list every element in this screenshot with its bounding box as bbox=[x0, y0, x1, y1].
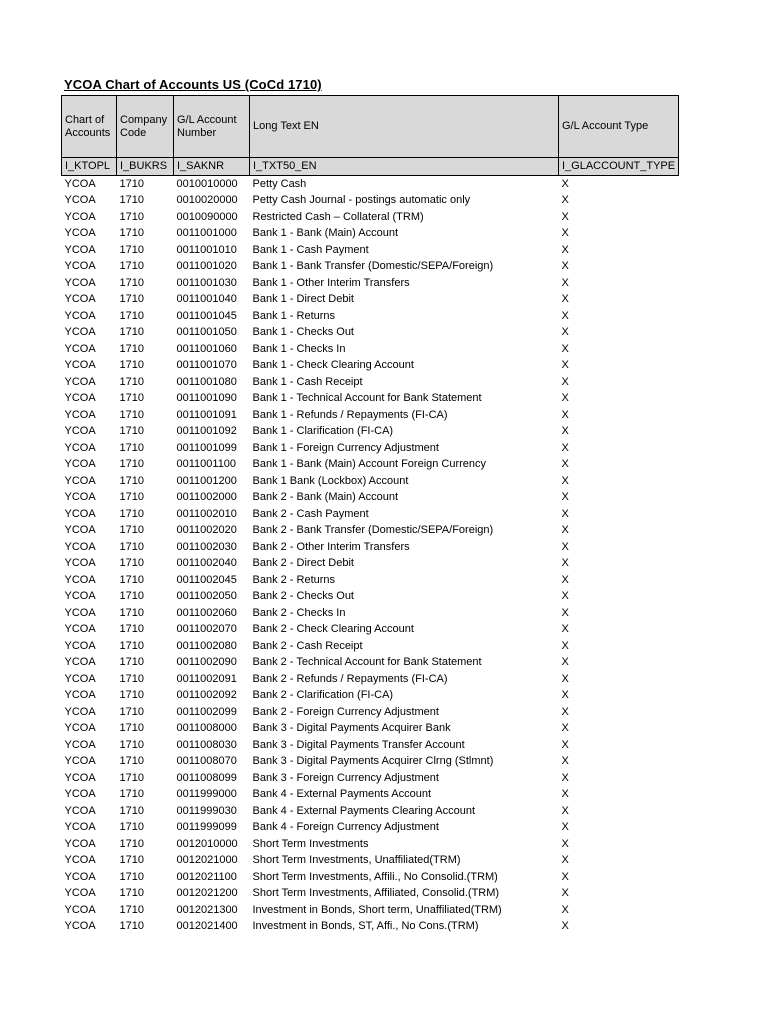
cell-chart: YCOA bbox=[64, 788, 96, 801]
cell-company-code: 1710 bbox=[119, 227, 144, 240]
cell-account-number: 0011001010 bbox=[176, 243, 237, 256]
cell-account-number: 0011001091 bbox=[176, 408, 237, 421]
cell-account-type: X bbox=[561, 359, 569, 372]
table-row bbox=[62, 770, 679, 787]
cell-company-code: 1710 bbox=[119, 309, 144, 322]
cell-account-number: 0011002030 bbox=[176, 540, 237, 553]
cell-company-code: 1710 bbox=[119, 689, 144, 702]
table-row bbox=[62, 341, 679, 358]
header-chart-of-accounts: Chart of Accounts bbox=[62, 96, 117, 158]
cell-account-type: X bbox=[561, 672, 569, 685]
cell-long-text: Bank 1 Bank (Lockbox) Account bbox=[252, 474, 409, 487]
cell-company-code: 1710 bbox=[119, 854, 144, 867]
cell-account-type: X bbox=[561, 837, 569, 850]
table-row bbox=[62, 539, 679, 556]
cell-account-type: X bbox=[561, 441, 569, 454]
cell-long-text: Bank 4 - External Payments Clearing Account bbox=[252, 804, 476, 817]
table-row bbox=[62, 572, 679, 589]
cell-long-text: Bank 2 - Cash Payment bbox=[252, 507, 369, 520]
cell-chart: YCOA bbox=[64, 309, 96, 322]
cell-account-type: X bbox=[561, 705, 569, 718]
cell-company-code: 1710 bbox=[119, 738, 144, 751]
cell-account-number: 0011002010 bbox=[176, 507, 237, 520]
cell-company-code: 1710 bbox=[119, 722, 144, 735]
table-row bbox=[62, 473, 679, 490]
cell-account-number: 0011008000 bbox=[176, 722, 237, 735]
cell-account-number: 0011001090 bbox=[176, 392, 237, 405]
cell-long-text: Bank 3 - Foreign Currency Adjustment bbox=[252, 771, 439, 784]
cell-long-text: Bank 1 - Direct Debit bbox=[252, 293, 354, 306]
cell-account-number: 0011002045 bbox=[176, 573, 237, 586]
cell-long-text: Bank 1 - Bank Transfer (Domestic/SEPA/Foreign) bbox=[252, 260, 494, 273]
cell-chart: YCOA bbox=[64, 408, 96, 421]
accounts-table bbox=[61, 95, 679, 935]
table-row bbox=[62, 638, 679, 655]
table-row bbox=[62, 358, 679, 375]
cell-chart: YCOA bbox=[64, 887, 96, 900]
cell-account-type: X bbox=[561, 375, 569, 388]
cell-chart: YCOA bbox=[64, 722, 96, 735]
cell-long-text: Restricted Cash – Collateral (TRM) bbox=[252, 210, 424, 223]
cell-account-number: 0011001060 bbox=[176, 342, 237, 355]
table-row bbox=[62, 457, 679, 474]
table-row bbox=[62, 737, 679, 754]
cell-long-text: Bank 1 - Check Clearing Account bbox=[252, 359, 414, 372]
cell-chart: YCOA bbox=[64, 474, 96, 487]
cell-account-type: X bbox=[561, 474, 569, 487]
cell-account-type: X bbox=[561, 342, 569, 355]
cell-account-number: 0011001030 bbox=[176, 276, 237, 289]
table-row bbox=[62, 556, 679, 573]
cell-account-number: 0011002092 bbox=[176, 689, 237, 702]
table-row bbox=[62, 259, 679, 276]
cell-account-type: X bbox=[561, 210, 569, 223]
cell-chart: YCOA bbox=[64, 342, 96, 355]
cell-company-code: 1710 bbox=[119, 458, 144, 471]
table-row bbox=[62, 391, 679, 408]
cell-account-number: 0011002000 bbox=[176, 491, 237, 504]
cell-chart: YCOA bbox=[64, 243, 96, 256]
cell-account-type: X bbox=[561, 870, 569, 883]
table-row bbox=[62, 226, 679, 243]
cell-chart: YCOA bbox=[64, 854, 96, 867]
table-row bbox=[62, 176, 679, 193]
cell-company-code: 1710 bbox=[119, 870, 144, 883]
cell-chart: YCOA bbox=[64, 755, 96, 768]
cell-company-code: 1710 bbox=[119, 359, 144, 372]
cell-chart: YCOA bbox=[64, 738, 96, 751]
cell-chart: YCOA bbox=[64, 573, 96, 586]
cell-company-code: 1710 bbox=[119, 408, 144, 421]
table-row bbox=[62, 836, 679, 853]
cell-company-code: 1710 bbox=[119, 557, 144, 570]
table-row bbox=[62, 919, 679, 936]
cell-company-code: 1710 bbox=[119, 276, 144, 289]
cell-long-text: Bank 2 - Check Clearing Account bbox=[252, 623, 414, 636]
cell-long-text: Bank 1 - Technical Account for Bank Statement bbox=[252, 392, 482, 405]
cell-account-number: 0011002070 bbox=[176, 623, 237, 636]
cell-account-type: X bbox=[561, 177, 569, 190]
cell-chart: YCOA bbox=[64, 260, 96, 273]
table-row bbox=[62, 424, 679, 441]
cell-company-code: 1710 bbox=[119, 804, 144, 817]
tech-header-saknr: I_SAKNR bbox=[174, 158, 250, 176]
cell-company-code: 1710 bbox=[119, 590, 144, 603]
cell-account-type: X bbox=[561, 689, 569, 702]
cell-account-number: 0011002060 bbox=[176, 606, 237, 619]
cell-company-code: 1710 bbox=[119, 573, 144, 586]
cell-company-code: 1710 bbox=[119, 210, 144, 223]
cell-chart: YCOA bbox=[64, 771, 96, 784]
cell-account-number: 0011001070 bbox=[176, 359, 237, 372]
cell-chart: YCOA bbox=[64, 458, 96, 471]
table-row bbox=[62, 622, 679, 639]
cell-company-code: 1710 bbox=[119, 507, 144, 520]
cell-account-type: X bbox=[561, 771, 569, 784]
cell-account-number: 0011002040 bbox=[176, 557, 237, 570]
cell-account-number: 0012021200 bbox=[176, 887, 238, 900]
cell-chart: YCOA bbox=[64, 623, 96, 636]
cell-account-number: 0011999000 bbox=[176, 788, 237, 801]
cell-account-number: 0011008099 bbox=[176, 771, 237, 784]
cell-long-text: Petty Cash Journal - postings automatic only bbox=[252, 194, 471, 207]
cell-account-number: 0011002020 bbox=[176, 524, 237, 537]
cell-company-code: 1710 bbox=[119, 177, 144, 190]
cell-account-type: X bbox=[561, 804, 569, 817]
cell-account-number: 0011001045 bbox=[176, 309, 237, 322]
cell-long-text: Bank 1 - Foreign Currency Adjustment bbox=[252, 441, 439, 454]
cell-account-number: 0011001080 bbox=[176, 375, 237, 388]
table-row bbox=[62, 605, 679, 622]
cell-company-code: 1710 bbox=[119, 705, 144, 718]
cell-account-type: X bbox=[561, 524, 569, 537]
table-row bbox=[62, 242, 679, 259]
cell-long-text: Bank 2 - Cash Receipt bbox=[252, 639, 363, 652]
cell-long-text: Bank 2 - Other Interim Transfers bbox=[252, 540, 410, 553]
cell-account-number: 0011002091 bbox=[176, 672, 237, 685]
cell-account-number: 0011002080 bbox=[176, 639, 237, 652]
cell-account-number: 0010010000 bbox=[176, 177, 238, 190]
table-row bbox=[62, 886, 679, 903]
cell-account-number: 0011001092 bbox=[176, 425, 237, 438]
header-row bbox=[62, 96, 679, 158]
cell-chart: YCOA bbox=[64, 606, 96, 619]
cell-account-type: X bbox=[561, 606, 569, 619]
table-row bbox=[62, 803, 679, 820]
table-row bbox=[62, 704, 679, 721]
cell-account-number: 0011002050 bbox=[176, 590, 237, 603]
tech-header-row bbox=[62, 158, 679, 176]
cell-long-text: Bank 2 - Direct Debit bbox=[252, 557, 354, 570]
cell-company-code: 1710 bbox=[119, 656, 144, 669]
cell-chart: YCOA bbox=[64, 524, 96, 537]
cell-company-code: 1710 bbox=[119, 425, 144, 438]
cell-chart: YCOA bbox=[64, 903, 96, 916]
cell-account-type: X bbox=[561, 194, 569, 207]
cell-account-type: X bbox=[561, 260, 569, 273]
cell-long-text: Bank 2 - Checks In bbox=[252, 606, 346, 619]
cell-chart: YCOA bbox=[64, 441, 96, 454]
cell-chart: YCOA bbox=[64, 920, 96, 933]
cell-chart: YCOA bbox=[64, 392, 96, 405]
cell-long-text: Investment in Bonds, Short term, Unaffiliated(TRM) bbox=[252, 903, 502, 916]
cell-chart: YCOA bbox=[64, 227, 96, 240]
cell-chart: YCOA bbox=[64, 705, 96, 718]
cell-account-type: X bbox=[561, 903, 569, 916]
cell-account-number: 0011002090 bbox=[176, 656, 237, 669]
table-row bbox=[62, 655, 679, 672]
cell-company-code: 1710 bbox=[119, 788, 144, 801]
table-row bbox=[62, 193, 679, 210]
cell-account-type: X bbox=[561, 821, 569, 834]
table-row bbox=[62, 490, 679, 507]
cell-long-text: Bank 2 - Foreign Currency Adjustment bbox=[252, 705, 439, 718]
cell-account-type: X bbox=[561, 738, 569, 751]
cell-account-number: 0012021300 bbox=[176, 903, 238, 916]
cell-account-number: 0010090000 bbox=[176, 210, 238, 223]
cell-company-code: 1710 bbox=[119, 903, 144, 916]
table-row bbox=[62, 308, 679, 325]
cell-long-text: Bank 2 - Clarification (FI-CA) bbox=[252, 689, 394, 702]
cell-long-text: Bank 1 - Bank (Main) Account bbox=[252, 227, 399, 240]
table-row bbox=[62, 325, 679, 342]
cell-long-text: Bank 2 - Bank Transfer (Domestic/SEPA/Foreign) bbox=[252, 524, 494, 537]
cell-long-text: Short Term Investments, Unaffiliated(TRM) bbox=[252, 854, 461, 867]
cell-account-type: X bbox=[561, 722, 569, 735]
cell-chart: YCOA bbox=[64, 689, 96, 702]
table-row bbox=[62, 523, 679, 540]
table-row bbox=[62, 589, 679, 606]
cell-company-code: 1710 bbox=[119, 887, 144, 900]
table-row bbox=[62, 440, 679, 457]
table-row bbox=[62, 754, 679, 771]
cell-long-text: Bank 1 - Other Interim Transfers bbox=[252, 276, 410, 289]
cell-long-text: Bank 3 - Digital Payments Transfer Account bbox=[252, 738, 465, 751]
cell-chart: YCOA bbox=[64, 590, 96, 603]
cell-chart: YCOA bbox=[64, 507, 96, 520]
cell-account-type: X bbox=[561, 326, 569, 339]
cell-account-type: X bbox=[561, 623, 569, 636]
cell-company-code: 1710 bbox=[119, 606, 144, 619]
table-row bbox=[62, 869, 679, 886]
table-row bbox=[62, 209, 679, 226]
cell-chart: YCOA bbox=[64, 804, 96, 817]
cell-account-type: X bbox=[561, 243, 569, 256]
cell-company-code: 1710 bbox=[119, 342, 144, 355]
table-row bbox=[62, 407, 679, 424]
cell-company-code: 1710 bbox=[119, 540, 144, 553]
cell-account-type: X bbox=[561, 309, 569, 322]
cell-long-text: Bank 1 - Cash Payment bbox=[252, 243, 369, 256]
cell-company-code: 1710 bbox=[119, 837, 144, 850]
cell-company-code: 1710 bbox=[119, 243, 144, 256]
cell-company-code: 1710 bbox=[119, 260, 144, 273]
cell-account-number: 0011002099 bbox=[176, 705, 237, 718]
cell-account-type: X bbox=[561, 590, 569, 603]
cell-long-text: Bank 2 - Bank (Main) Account bbox=[252, 491, 399, 504]
header-long-text: Long Text EN bbox=[250, 96, 559, 158]
cell-chart: YCOA bbox=[64, 177, 96, 190]
cell-account-type: X bbox=[561, 540, 569, 553]
table-row bbox=[62, 275, 679, 292]
cell-chart: YCOA bbox=[64, 194, 96, 207]
cell-long-text: Bank 1 - Refunds / Repayments (FI-CA) bbox=[252, 408, 448, 421]
cell-chart: YCOA bbox=[64, 870, 96, 883]
cell-long-text: Bank 1 - Bank (Main) Account Foreign Currency bbox=[252, 458, 487, 471]
cell-company-code: 1710 bbox=[119, 375, 144, 388]
cell-company-code: 1710 bbox=[119, 755, 144, 768]
cell-company-code: 1710 bbox=[119, 639, 144, 652]
cell-long-text: Bank 2 - Refunds / Repayments (FI-CA) bbox=[252, 672, 448, 685]
cell-account-number: 0012010000 bbox=[176, 837, 238, 850]
cell-chart: YCOA bbox=[64, 557, 96, 570]
cell-chart: YCOA bbox=[64, 491, 96, 504]
cell-long-text: Bank 2 - Technical Account for Bank Statement bbox=[252, 656, 482, 669]
table-row bbox=[62, 820, 679, 837]
cell-chart: YCOA bbox=[64, 821, 96, 834]
cell-company-code: 1710 bbox=[119, 392, 144, 405]
table-row bbox=[62, 374, 679, 391]
cell-long-text: Bank 4 - Foreign Currency Adjustment bbox=[252, 821, 439, 834]
cell-account-number: 0012021000 bbox=[176, 854, 238, 867]
header-company-code: Company Code bbox=[117, 96, 174, 158]
cell-long-text: Short Term Investments, Affiliated, Consolid.(TRM) bbox=[252, 887, 500, 900]
cell-chart: YCOA bbox=[64, 425, 96, 438]
cell-account-type: X bbox=[561, 573, 569, 586]
cell-company-code: 1710 bbox=[119, 441, 144, 454]
cell-account-type: X bbox=[561, 425, 569, 438]
cell-chart: YCOA bbox=[64, 837, 96, 850]
cell-account-number: 0011008030 bbox=[176, 738, 237, 751]
cell-chart: YCOA bbox=[64, 639, 96, 652]
cell-company-code: 1710 bbox=[119, 821, 144, 834]
cell-account-type: X bbox=[561, 276, 569, 289]
table-row bbox=[62, 292, 679, 309]
cell-account-type: X bbox=[561, 755, 569, 768]
cell-account-type: X bbox=[561, 507, 569, 520]
cell-account-number: 0011999099 bbox=[176, 821, 237, 834]
table-row bbox=[62, 506, 679, 523]
cell-long-text: Short Term Investments bbox=[252, 837, 369, 850]
cell-account-type: X bbox=[561, 557, 569, 570]
cell-company-code: 1710 bbox=[119, 623, 144, 636]
table-row bbox=[62, 853, 679, 870]
cell-company-code: 1710 bbox=[119, 326, 144, 339]
header-gl-account-type: G/L Account Type bbox=[559, 96, 679, 158]
table-row bbox=[62, 671, 679, 688]
cell-long-text: Investment in Bonds, ST, Affi., No Cons.(TRM) bbox=[252, 920, 479, 933]
cell-long-text: Bank 1 - Cash Receipt bbox=[252, 375, 363, 388]
cell-account-number: 0011001040 bbox=[176, 293, 237, 306]
cell-chart: YCOA bbox=[64, 326, 96, 339]
cell-account-number: 0011001000 bbox=[176, 227, 237, 240]
cell-account-number: 0011008070 bbox=[176, 755, 237, 768]
cell-long-text: Bank 2 - Checks Out bbox=[252, 590, 354, 603]
cell-chart: YCOA bbox=[64, 375, 96, 388]
cell-company-code: 1710 bbox=[119, 491, 144, 504]
cell-chart: YCOA bbox=[64, 540, 96, 553]
cell-company-code: 1710 bbox=[119, 524, 144, 537]
cell-chart: YCOA bbox=[64, 293, 96, 306]
cell-company-code: 1710 bbox=[119, 293, 144, 306]
cell-account-number: 0010020000 bbox=[176, 194, 238, 207]
table-row bbox=[62, 787, 679, 804]
cell-long-text: Bank 1 - Checks In bbox=[252, 342, 346, 355]
cell-account-type: X bbox=[561, 293, 569, 306]
cell-long-text: Bank 1 - Checks Out bbox=[252, 326, 354, 339]
cell-account-type: X bbox=[561, 458, 569, 471]
cell-account-number: 0012021100 bbox=[176, 870, 237, 883]
cell-account-type: X bbox=[561, 491, 569, 504]
cell-chart: YCOA bbox=[64, 210, 96, 223]
cell-account-number: 0011001200 bbox=[176, 474, 237, 487]
cell-company-code: 1710 bbox=[119, 920, 144, 933]
cell-account-number: 0011001020 bbox=[176, 260, 237, 273]
cell-account-type: X bbox=[561, 887, 569, 900]
cell-account-number: 0011001050 bbox=[176, 326, 237, 339]
cell-account-type: X bbox=[561, 854, 569, 867]
cell-account-type: X bbox=[561, 920, 569, 933]
cell-account-type: X bbox=[561, 656, 569, 669]
cell-account-type: X bbox=[561, 788, 569, 801]
cell-long-text: Bank 3 - Digital Payments Acquirer Bank bbox=[252, 722, 451, 735]
cell-company-code: 1710 bbox=[119, 474, 144, 487]
cell-chart: YCOA bbox=[64, 276, 96, 289]
cell-account-type: X bbox=[561, 639, 569, 652]
tech-header-bukrs: I_BUKRS bbox=[117, 158, 174, 176]
cell-company-code: 1710 bbox=[119, 672, 144, 685]
cell-account-number: 0012021400 bbox=[176, 920, 238, 933]
cell-long-text: Bank 2 - Returns bbox=[252, 573, 336, 586]
cell-long-text: Bank 4 - External Payments Account bbox=[252, 788, 432, 801]
cell-long-text: Bank 1 - Clarification (FI-CA) bbox=[252, 425, 394, 438]
cell-long-text: Bank 3 - Digital Payments Acquirer Clrng (Stlmnt) bbox=[252, 755, 494, 768]
table-row bbox=[62, 721, 679, 738]
tech-header-ktopl: I_KTOPL bbox=[62, 158, 117, 176]
cell-long-text: Bank 1 - Returns bbox=[252, 309, 336, 322]
cell-account-type: X bbox=[561, 227, 569, 240]
table-row bbox=[62, 688, 679, 705]
cell-chart: YCOA bbox=[64, 672, 96, 685]
cell-account-number: 0011999030 bbox=[176, 804, 237, 817]
header-gl-account-number: G/L Account Number bbox=[174, 96, 250, 158]
cell-company-code: 1710 bbox=[119, 771, 144, 784]
cell-chart: YCOA bbox=[64, 656, 96, 669]
cell-company-code: 1710 bbox=[119, 194, 144, 207]
cell-long-text: Petty Cash bbox=[252, 177, 307, 190]
cell-long-text: Short Term Investments, Affili., No Consolid.(TRM) bbox=[252, 870, 498, 883]
cell-chart: YCOA bbox=[64, 359, 96, 372]
table-body bbox=[62, 176, 679, 936]
cell-account-type: X bbox=[561, 392, 569, 405]
cell-account-number: 0011001100 bbox=[176, 458, 237, 471]
document-title: YCOA Chart of Accounts US (CoCd 1710) bbox=[64, 77, 322, 92]
tech-header-glaccount-type: I_GLACCOUNT_TYPE bbox=[559, 158, 679, 176]
cell-account-type: X bbox=[561, 408, 569, 421]
cell-account-number: 0011001099 bbox=[176, 441, 237, 454]
table-row bbox=[62, 902, 679, 919]
tech-header-txt50: I_TXT50_EN bbox=[250, 158, 559, 176]
